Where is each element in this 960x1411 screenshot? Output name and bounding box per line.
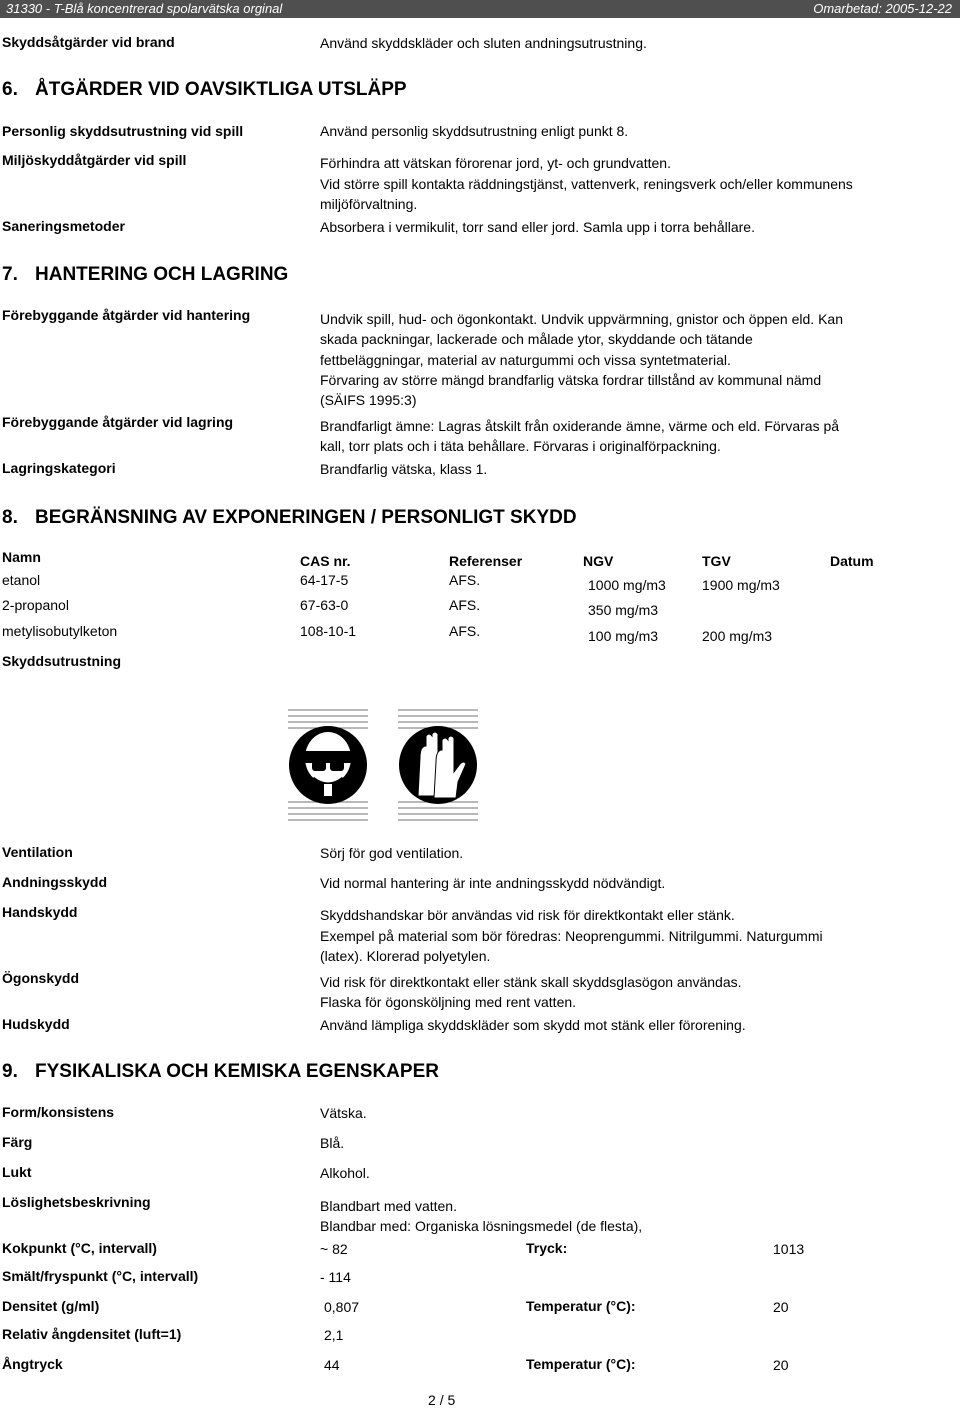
form-value: Vätska. — [320, 1105, 367, 1121]
fire-value: Använd skyddskläder och sluten andningsutrustning. — [320, 35, 647, 51]
melting-value: - 114 — [320, 1269, 351, 1285]
pressure-value: 1013 — [773, 1241, 805, 1257]
row-name: metylisobutylketon — [2, 623, 118, 639]
respiratory-value: Vid normal hantering är inte andningsskydd nödvändigt. — [320, 875, 666, 891]
respiratory-label: Andningsskydd — [2, 874, 108, 890]
row-cas: 64-17-5 — [300, 572, 349, 588]
form-label: Form/konsistens — [2, 1104, 115, 1120]
env-label: Miljöskyddåtgärder vid spill — [2, 152, 187, 168]
spill-ppe-value: Använd personlig skyddsutrustning enligt punkt 8. — [320, 123, 629, 139]
eye-line-1: Vid risk för direktkontakt eller stänk skall skyddsglasögon användas. — [320, 974, 742, 990]
page-current: 2 — [428, 1392, 436, 1408]
col-date: Datum — [830, 553, 874, 569]
clean-label: Saneringsmetoder — [2, 218, 125, 234]
row-ref: AFS. — [449, 572, 481, 588]
boiling-value: ~ 82 — [320, 1241, 348, 1257]
hand-line-3: (latex). Klorerad polyetylen. — [320, 948, 491, 964]
revision-date: Omarbetad: 2005-12-22 — [813, 1, 952, 16]
melting-label: Smält/fryspunkt (°C, intervall) — [2, 1268, 199, 1284]
handling-label: Förebyggande åtgärder vid hantering — [2, 307, 251, 323]
row-ref: AFS. — [449, 623, 481, 639]
row-name: etanol — [2, 572, 41, 588]
fire-label: Skyddsåtgärder vid brand — [2, 34, 175, 50]
ventilation-value: Sörj för god ventilation. — [320, 845, 464, 861]
color-label: Färg — [2, 1134, 33, 1150]
storage-line-1: Brandfarligt ämne: Lagras åtskilt från oxiderande ämne, värme och eld. Förvaras på — [320, 418, 840, 434]
odor-label: Lukt — [2, 1164, 32, 1180]
odor-value: Alkohol. — [320, 1165, 370, 1181]
col-name: Namn — [2, 549, 41, 565]
handling-line-3: fettbeläggningar, material av naturgummi och vissa syntetmaterial. — [320, 352, 731, 368]
handling-line-4: Förvaring av större mängd brandfarlig vätska fordrar tillstånd av kommunal nämd — [320, 372, 822, 388]
pressure-label: Tryck: — [526, 1240, 568, 1256]
row-tgv: 1900 mg/m3 — [702, 577, 780, 593]
section9-title: FYSIKALISKA OCH KEMISKA EGENSKAPER — [35, 1061, 439, 1082]
col-cas: CAS nr. — [300, 553, 351, 569]
skin-label: Hudskydd — [2, 1016, 70, 1032]
temperature-label-2: Temperatur (°C): — [526, 1356, 636, 1372]
density-value: 0,807 — [324, 1299, 360, 1315]
env-line-2: Vid större spill kontakta räddningstjänst, vattenverk, reningsverk och/eller kommunens — [320, 176, 853, 192]
density-label: Densitet (g/ml) — [2, 1298, 100, 1314]
eye-label: Ögonskydd — [2, 970, 80, 986]
color-value: Blå. — [320, 1135, 345, 1151]
vapor-density-label: Relativ ångdensitet (luft=1) — [2, 1326, 182, 1342]
page-separator: / — [439, 1392, 444, 1408]
boiling-label: Kokpunkt (°C, intervall) — [2, 1240, 157, 1256]
gloves-icon — [398, 706, 478, 824]
goggles-icon — [288, 706, 368, 824]
document-title: 31330 - T-Blå koncentrerad spolarvätska orginal — [6, 1, 283, 16]
hand-line-1: Skyddshandskar bör användas vid risk för direktkontakt eller stänk. — [320, 907, 735, 923]
section9-number: 9. — [2, 1061, 18, 1082]
equipment-label: Skyddsutrustning — [2, 653, 122, 669]
row-tgv: 200 mg/m3 — [702, 628, 773, 644]
section7-number: 7. — [2, 264, 18, 285]
row-ngv: 1000 mg/m3 — [588, 577, 666, 593]
section8-number: 8. — [2, 507, 18, 528]
vapor-pressure-value: 44 — [324, 1357, 340, 1373]
row-cas: 108-10-1 — [300, 623, 357, 639]
storage-label: Förebyggande åtgärder vid lagring — [2, 414, 234, 430]
skin-value: Använd lämpliga skyddskläder som skydd mot stänk eller förorening. — [320, 1017, 746, 1033]
temperature-value-1: 20 — [773, 1299, 789, 1315]
row-cas: 67-63-0 — [300, 597, 349, 613]
section7-title: HANTERING OCH LAGRING — [35, 264, 289, 285]
col-ref: Referenser — [449, 553, 523, 569]
vapor-pressure-label: Ångtryck — [2, 1356, 63, 1372]
row-ngv: 100 mg/m3 — [588, 628, 659, 644]
temperature-label-1: Temperatur (°C): — [526, 1298, 636, 1314]
solubility-label: Löslighetsbeskrivning — [2, 1194, 151, 1210]
handling-line-5: (SÄIFS 1995:3) — [320, 392, 417, 408]
handling-line-2: skada packningar, lackerade och målade ytor, skyddande och tätande — [320, 331, 753, 347]
row-ngv: 350 mg/m3 — [588, 602, 659, 618]
col-ngv: NGV — [583, 553, 614, 569]
eye-line-2: Flaska för ögonsköljning med rent vatten. — [320, 994, 577, 1010]
hand-line-2: Exempel på material som bör föredras: Neoprengummi. Nitrilgummi. Naturgummi — [320, 928, 823, 944]
hand-label: Handskydd — [2, 904, 78, 920]
ventilation-label: Ventilation — [2, 844, 73, 860]
category-label: Lagringskategori — [2, 460, 116, 476]
section6-title: ÅTGÄRDER VID OAVSIKTLIGA UTSLÄPP — [35, 79, 407, 100]
env-line-3: miljöförvaltning. — [320, 196, 418, 212]
section8-title: BEGRÄNSNING AV EXPONERINGEN / PERSONLIGT SKYDD — [35, 507, 577, 528]
row-name: 2-propanol — [2, 597, 69, 613]
temperature-value-2: 20 — [773, 1357, 789, 1373]
row-ref: AFS. — [449, 597, 481, 613]
clean-value: Absorbera i vermikulit, torr sand eller jord. Samla upp i torra behållare. — [320, 219, 755, 235]
solubility-line-1: Blandbart med vatten. — [320, 1198, 457, 1214]
category-value: Brandfarlig vätska, klass 1. — [320, 461, 488, 477]
storage-line-2: kall, torr plats och i täta behållare. Förvaras i originalförpackning. — [320, 438, 721, 454]
vapor-density-value: 2,1 — [324, 1327, 344, 1343]
col-tgv: TGV — [702, 553, 731, 569]
page-total: 5 — [447, 1392, 456, 1408]
header-bar — [0, 0, 960, 18]
handling-line-1: Undvik spill, hud- och ögonkontakt. Undvik uppvärmning, gnistor och öppen eld. Kan — [320, 311, 843, 327]
solubility-line-2: Blandbar med: Organiska lösningsmedel (de flesta), — [320, 1218, 643, 1234]
section6-number: 6. — [2, 79, 18, 100]
env-line-1: Förhindra att vätskan förorenar jord, yt- och grundvatten. — [320, 155, 671, 171]
page-number — [428, 1390, 455, 1410]
spill-ppe-label: Personlig skyddsutrustning vid spill — [2, 123, 244, 139]
